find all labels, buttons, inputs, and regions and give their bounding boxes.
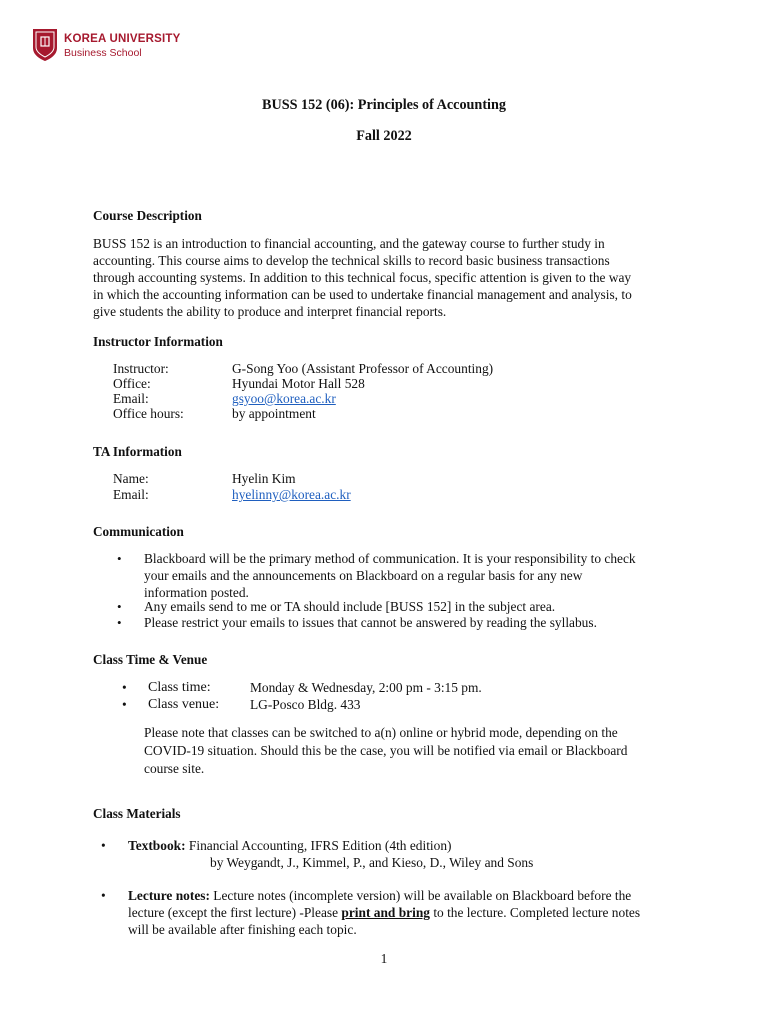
communication-bullet: Any emails send to me or TA should include [BUSS 152] in the subject area. — [144, 599, 556, 614]
bullet-icon: • — [117, 599, 122, 614]
class-time-label: Class time: — [148, 680, 211, 695]
class-time-heading: Class Time & Venue — [93, 652, 208, 667]
bullet-icon: • — [101, 888, 106, 903]
office-label: Office: — [113, 376, 151, 391]
bullet-icon: • — [101, 838, 106, 853]
textbook-line — [128, 837, 452, 854]
bullet-line: your emails and the announcements on Blackboard on a regular basis for any new — [144, 568, 583, 583]
office-value: Hyundai Motor Hall 528 — [232, 376, 365, 391]
communication-bullet: Please restrict your emails to issues that cannot be answered by reading the syllabus. — [144, 615, 597, 630]
class-venue-label: Class venue: — [148, 697, 220, 712]
textbook-authors: by Weygandt, J., Kimmel, P., and Kieso, D., Wiley and Sons — [210, 855, 534, 870]
lecture-notes-line: to the lecture. Completed lecture notes — [433, 905, 641, 920]
note-line: Please note that classes can be switched to a(n) online or hybrid mode, depending on the — [144, 725, 618, 740]
class-venue-value: LG-Posco Bldg. 433 — [250, 697, 361, 712]
university-seal-icon — [32, 28, 58, 62]
logo-university-name: KOREA UNIVERSITY — [64, 33, 181, 45]
page-number: 1 — [380, 951, 388, 966]
korea-university-logo — [32, 28, 182, 64]
course-term: Fall 2022 — [356, 128, 412, 144]
bullet-line: information posted. — [144, 585, 249, 600]
ta-name-value: Hyelin Kim — [232, 471, 296, 486]
instructor-heading: Instructor Information — [93, 334, 223, 349]
bullet-icon: • — [117, 615, 122, 630]
print-and-bring-emphasis: print and bring — [341, 905, 430, 920]
description-line: through accounting systems. In addition to this technical focus, specific attention is given to the way — [93, 270, 632, 285]
communication-bullet — [144, 550, 684, 601]
instructor-label: Instructor: — [113, 361, 169, 376]
ta-name-label: Name: — [113, 471, 149, 486]
class-materials-heading: Class Materials — [93, 806, 181, 821]
email-label: Email: — [113, 391, 149, 406]
office-hours-label: Office hours: — [113, 406, 184, 421]
course-title: BUSS 152 (06): Principles of Accounting — [262, 97, 506, 113]
lecture-notes-item — [128, 887, 688, 938]
textbook-label: Textbook: — [128, 838, 186, 853]
bullet-line: Blackboard will be the primary method of communication. It is your responsibility to check — [144, 551, 636, 566]
instructor-name: G-Song Yoo (Assistant Professor of Accounting) — [232, 361, 494, 376]
bullet-icon: • — [122, 697, 127, 712]
description-line: give students the ability to produce and interpret financial reports. — [93, 304, 447, 319]
instructor-email-link[interactable]: gsyoo@korea.ac.kr — [232, 391, 336, 406]
lecture-notes-line: lecture (except the first lecture) -Please — [128, 905, 339, 920]
course-description-heading: Course Description — [93, 208, 202, 223]
bullet-icon: • — [117, 551, 122, 566]
class-time-value: Monday & Wednesday, 2:00 pm - 3:15 pm. — [250, 680, 482, 695]
description-line: BUSS 152 is an introduction to financial accounting, and the gateway course to further study in — [93, 236, 605, 251]
ta-email-label: Email: — [113, 487, 149, 502]
covid-note — [144, 724, 704, 778]
description-line: accounting. This course aims to develop the technical skills to record basic business transactions — [93, 253, 610, 268]
lecture-notes-line: will be available after finishing each topic. — [128, 922, 357, 937]
textbook-title: Financial Accounting, IFRS Edition (4th edition) — [188, 838, 452, 853]
lecture-notes-line: Lecture notes (incomplete version) will be available on Blackboard before the — [213, 888, 632, 903]
note-line: course site. — [144, 761, 205, 776]
logo-school-name: Business School — [64, 47, 142, 59]
lecture-notes-label: Lecture notes: — [128, 888, 210, 903]
ta-email-link[interactable]: hyelinny@korea.ac.kr — [232, 487, 351, 502]
description-line: in which the accounting information can be used to undertake financial management and analysis, to — [93, 287, 632, 302]
bullet-icon: • — [122, 680, 127, 695]
communication-heading: Communication — [93, 524, 184, 539]
office-hours-value: by appointment — [232, 406, 316, 421]
course-description-text — [93, 235, 693, 320]
note-line: COVID-19 situation. Should this be the case, you will be notified via email or Blackboard — [144, 743, 628, 758]
ta-heading: TA Information — [93, 444, 182, 459]
